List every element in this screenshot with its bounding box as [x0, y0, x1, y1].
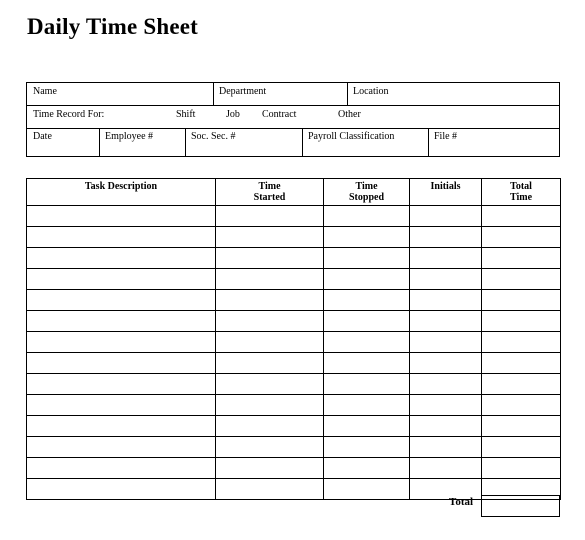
total-field[interactable]: [481, 495, 560, 517]
table-row: [27, 353, 561, 374]
time-stopped-cell[interactable]: [324, 374, 410, 395]
header-initials: Initials: [410, 179, 482, 206]
divider: [213, 83, 214, 105]
time-stopped-cell[interactable]: [324, 437, 410, 458]
initials-cell[interactable]: [410, 395, 482, 416]
table-row: [27, 416, 561, 437]
time-started-cell[interactable]: [216, 311, 324, 332]
total-time-cell[interactable]: [482, 227, 561, 248]
date-label: Date: [33, 131, 52, 142]
task-description-cell[interactable]: [27, 227, 216, 248]
initials-cell[interactable]: [410, 332, 482, 353]
total-time-cell[interactable]: [482, 374, 561, 395]
time-started-cell[interactable]: [216, 479, 324, 500]
time-stopped-cell[interactable]: [324, 269, 410, 290]
file-number-label: File #: [434, 131, 458, 142]
page-title: Daily Time Sheet: [27, 14, 199, 39]
table-row: [27, 227, 561, 248]
total-time-cell[interactable]: [482, 332, 561, 353]
shift-label: Shift: [176, 109, 196, 120]
time-stopped-cell[interactable]: [324, 227, 410, 248]
info-row-3: [27, 129, 559, 157]
time-stopped-cell[interactable]: [324, 206, 410, 227]
divider: [99, 129, 100, 157]
header-task-description: Task Description: [27, 179, 216, 206]
soc-sec-label: Soc. Sec. #: [191, 131, 236, 142]
other-label: Other: [338, 109, 361, 120]
total-time-cell[interactable]: [482, 248, 561, 269]
initials-cell[interactable]: [410, 227, 482, 248]
initials-cell[interactable]: [410, 290, 482, 311]
table-row: [27, 206, 561, 227]
initials-cell[interactable]: [410, 206, 482, 227]
time-stopped-cell[interactable]: [324, 458, 410, 479]
table-row: [27, 290, 561, 311]
total-label: Total: [449, 496, 474, 508]
time-started-cell[interactable]: [216, 458, 324, 479]
task-description-cell[interactable]: [27, 206, 216, 227]
table-row: [27, 395, 561, 416]
time-started-cell[interactable]: [216, 416, 324, 437]
total-time-cell[interactable]: [482, 311, 561, 332]
info-row-1: [27, 83, 559, 106]
initials-cell[interactable]: [410, 269, 482, 290]
location-label: Location: [353, 86, 389, 97]
employee-number-label: Employee #: [105, 131, 154, 142]
time-started-cell[interactable]: [216, 353, 324, 374]
divider: [347, 83, 348, 105]
total-time-cell[interactable]: [482, 416, 561, 437]
table-row: [27, 374, 561, 395]
table-row: [27, 311, 561, 332]
time-stopped-cell[interactable]: [324, 416, 410, 437]
job-label: Job: [226, 109, 240, 120]
divider: [185, 129, 186, 157]
total-time-cell[interactable]: [482, 458, 561, 479]
info-row-2: [27, 106, 559, 129]
table-row: [27, 437, 561, 458]
initials-cell[interactable]: [410, 437, 482, 458]
total-time-cell[interactable]: [482, 269, 561, 290]
table-row: [27, 269, 561, 290]
name-label: Name: [33, 86, 57, 97]
time-stopped-cell[interactable]: [324, 479, 410, 500]
task-description-cell[interactable]: [27, 395, 216, 416]
table-row: [27, 332, 561, 353]
initials-cell[interactable]: [410, 311, 482, 332]
task-description-cell[interactable]: [27, 416, 216, 437]
time-stopped-cell[interactable]: [324, 248, 410, 269]
table-header-row: [27, 179, 561, 206]
total-time-cell[interactable]: [482, 206, 561, 227]
task-description-cell[interactable]: [27, 479, 216, 500]
department-label: Department: [219, 86, 267, 97]
time-started-cell[interactable]: [216, 290, 324, 311]
initials-cell[interactable]: [410, 416, 482, 437]
time-started-cell[interactable]: [216, 332, 324, 353]
total-time-cell[interactable]: [482, 437, 561, 458]
time-started-cell[interactable]: [216, 269, 324, 290]
time-started-cell[interactable]: [216, 206, 324, 227]
initials-cell[interactable]: [410, 248, 482, 269]
task-description-cell[interactable]: [27, 437, 216, 458]
time-stopped-cell[interactable]: [324, 332, 410, 353]
task-table: [26, 178, 561, 500]
task-description-cell[interactable]: [27, 269, 216, 290]
task-description-cell[interactable]: [27, 353, 216, 374]
task-description-cell[interactable]: [27, 332, 216, 353]
time-started-cell[interactable]: [216, 437, 324, 458]
time-record-for-label: Time Record For:: [33, 109, 105, 120]
total-time-cell[interactable]: [482, 290, 561, 311]
payroll-classification-label: Payroll Classification: [308, 131, 395, 142]
total-time-cell[interactable]: [482, 353, 561, 374]
time-stopped-cell[interactable]: [324, 290, 410, 311]
time-started-cell[interactable]: [216, 395, 324, 416]
task-description-cell[interactable]: [27, 311, 216, 332]
time-started-cell[interactable]: [216, 374, 324, 395]
time-stopped-cell[interactable]: [324, 395, 410, 416]
contract-label: Contract: [262, 109, 297, 120]
initials-cell[interactable]: [410, 458, 482, 479]
time-stopped-cell[interactable]: [324, 353, 410, 374]
task-description-cell[interactable]: [27, 458, 216, 479]
initials-cell[interactable]: [410, 374, 482, 395]
task-description-cell[interactable]: [27, 248, 216, 269]
total-time-cell[interactable]: [482, 395, 561, 416]
header-time-stopped: Time Stopped: [324, 179, 410, 206]
table-row: [27, 458, 561, 479]
header-time-started: Time Started: [216, 179, 324, 206]
header-total-time: Total Time: [482, 179, 561, 206]
time-started-cell[interactable]: [216, 227, 324, 248]
divider: [428, 129, 429, 157]
initials-cell[interactable]: [410, 353, 482, 374]
task-description-cell[interactable]: [27, 290, 216, 311]
table-row: [27, 248, 561, 269]
task-description-cell[interactable]: [27, 374, 216, 395]
employee-info-box: [26, 82, 560, 157]
time-stopped-cell[interactable]: [324, 311, 410, 332]
task-table-body: [27, 206, 561, 500]
divider: [302, 129, 303, 157]
time-started-cell[interactable]: [216, 248, 324, 269]
